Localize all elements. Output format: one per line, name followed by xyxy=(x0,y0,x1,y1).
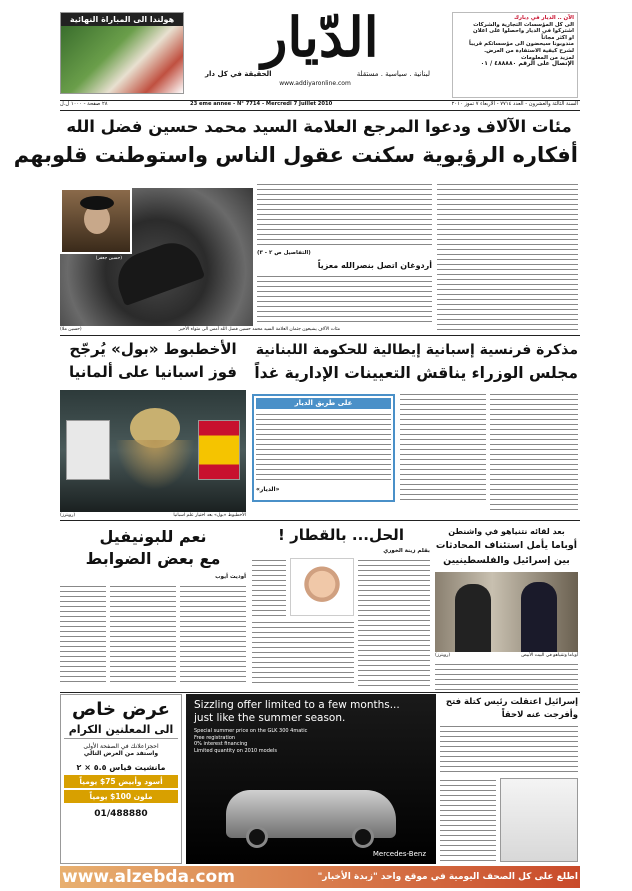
offer-price-2: ملون 100$ يومياً xyxy=(64,790,178,803)
israel-headline-1: إسرائيل اعتقلت رئيس كتلة فتح xyxy=(445,697,578,707)
ad-line: لشرح كيفية الاستفادة من العرض. xyxy=(484,47,574,54)
worldcup-title: هولندا الى المباراة النهائية xyxy=(61,13,183,26)
sidebar-title: أردوغان اتصل بنصرالله معزياً xyxy=(317,261,432,270)
section-rule xyxy=(60,335,580,336)
masthead-slogan: الحقيقة في كل دار xyxy=(205,70,272,78)
octopus-arms xyxy=(115,440,195,490)
editorial-body xyxy=(256,412,391,484)
bibi-headline-1: بعد لقائه نتنياهو في واشنطن xyxy=(448,527,565,536)
wheel-left xyxy=(246,826,268,848)
labor-headline-1: نعم للبونيفيل xyxy=(99,527,207,546)
offer-phone: 01/488880 xyxy=(94,809,148,819)
octopus-headline-2: فوز اسبانيا على ألمانيا xyxy=(69,363,237,381)
footer-domain[interactable]: www.alzebda.com xyxy=(62,867,235,887)
bibi-headline-2: أوباما يأمل استئناف المحادثات xyxy=(435,540,578,551)
footer-text: اطلع على كل الصحف اليومية في موقع واحد "زبدة الأخبار" xyxy=(317,872,578,882)
portrait-turban xyxy=(80,196,114,210)
story-two-body-1 xyxy=(490,392,578,510)
israel-body-2 xyxy=(440,778,496,862)
qatar-body-left xyxy=(252,620,354,686)
logo: الدّيار xyxy=(261,5,379,69)
bibi-headline-3: بين إسرائيل والفلسطينيين xyxy=(443,555,570,566)
inset-caption: (حسين جعفر) xyxy=(95,256,122,261)
qatar-photo xyxy=(290,558,354,616)
labor-byline: أوديت أيوب xyxy=(215,574,246,580)
editorial-title: على طريق الديار xyxy=(256,398,391,409)
main-continued: (التفاصيل ص ٢ - ٣) xyxy=(257,250,311,256)
ad-box xyxy=(452,12,578,98)
bibi-credit: (رويترز) xyxy=(435,653,451,658)
promo-box xyxy=(500,778,578,862)
bibi-photo xyxy=(435,572,578,652)
qatar-body-top xyxy=(252,558,286,616)
editorial-box xyxy=(252,394,395,502)
qatar-body-right xyxy=(358,558,430,686)
row-rule xyxy=(60,520,580,521)
ad-line: مندوبونا سيحضون الى مؤسساتكم قريباً xyxy=(468,41,574,48)
ad-phone: الإتصال على الرقم ٤٨٨٨٨٠ / ٠١ xyxy=(480,60,574,68)
mercedes-bullet: Limited quantity on 2010 models xyxy=(194,747,277,754)
ad-line: اشتركوا في الديار واحصلوا على اعلان xyxy=(473,28,574,35)
main-body-right xyxy=(437,182,578,330)
israel-headline-2: وأفرجت عنه لاحقاً xyxy=(501,710,578,720)
bibi-caption: أوباما ونتنياهو في البيت الأبيض xyxy=(521,653,578,658)
story-two-headline: مجلس الوزراء يناقش التعيينات الإدارية غداً xyxy=(254,364,578,382)
pages-price: ٢٨ صفحة - ١٠٠٠ ل.ل xyxy=(60,101,108,107)
labor-body-left xyxy=(110,584,176,684)
offer-box xyxy=(60,694,182,864)
bibi-body xyxy=(435,662,578,690)
mercedes-bullet: Special summer price on the GLK 300 4matic xyxy=(194,728,308,734)
photo-credit: (حسين ملا) xyxy=(60,327,82,332)
octopus-photo xyxy=(60,390,246,512)
qatar-headline: الحل... بالقطار ! xyxy=(278,526,404,544)
photo-caption: مئات الآلاف يشيعون جثمان العلامة السيد محمد حسين فضل الله أمس الى مثواه الأخير xyxy=(178,327,340,332)
offer-price-1: أسود وأبيض 75$ يومياً xyxy=(64,775,178,788)
offer-subtitle: الى المعلنين الكرام xyxy=(64,722,178,739)
story-two-body-2 xyxy=(400,392,486,500)
worldcup-photo xyxy=(61,26,183,93)
mercedes-bullet: Free registration xyxy=(194,734,236,741)
masthead-subtitle: لبنانية . سياسية . مستقلة xyxy=(356,70,430,78)
editorial-sign: «الديار» xyxy=(256,486,280,493)
offer-title: عرض خاص xyxy=(72,699,170,720)
offer-text-1: احجزاعلانك في الصفحة الأولى xyxy=(83,743,159,750)
labor-headline-2: مع بعض الضوابط xyxy=(85,549,221,568)
sidebar-body xyxy=(257,274,432,322)
ad-line: لمزيد من المعلومات xyxy=(521,54,574,61)
ad-line: او اكثر مجاناً xyxy=(541,34,574,41)
mercedes-bullet: 0% interest financing xyxy=(194,741,248,747)
mercedes-headline: Sizzling offer limited to a few months... xyxy=(194,699,400,711)
labor-body-right xyxy=(180,584,246,684)
labor-body-far xyxy=(60,584,106,684)
worldcup-box xyxy=(60,12,184,94)
date-ar: السنة الثالثة والعشرون - العدد ٧٧١٤ - الأربعاء ٧ تموز ٢٠١٠ xyxy=(451,101,578,107)
mercedes-brand: Mercedes-Benz xyxy=(372,850,426,858)
date-fr: 23 eme annee - N° 7714 - Mercredi 7 Juillet 2010 xyxy=(190,101,333,107)
offer-size: مانشيت قياس ٥.٥ × ٢ xyxy=(76,763,166,772)
person-right xyxy=(521,582,557,652)
bottom-rule xyxy=(60,692,580,693)
octopus-credit: (رويترز) xyxy=(60,513,76,518)
main-headline: أفكاره الرؤيوية سكنت عقول الناس واستوطنت قلوبهم xyxy=(13,143,578,167)
mercedes-ad xyxy=(186,694,436,864)
octopus-headline-1: الأخطبوط «بول» يُرجّح xyxy=(69,340,237,358)
wheel-right xyxy=(352,826,374,848)
main-kicker: مئات الآلاف ودعوا المرجع العلامة السيد محمد حسين فضل الله xyxy=(66,117,572,136)
offer-text-2: واستفد من العرض التالي xyxy=(83,750,159,757)
mercedes-subline: just like the summer season. xyxy=(194,712,346,724)
cleric-inset-photo xyxy=(60,188,132,254)
octopus-caption: الأخطبوط «بول» بعد اختيار علم اسبانيا xyxy=(173,513,246,518)
main-body-middle xyxy=(257,182,432,247)
flag-box-left xyxy=(66,420,110,480)
israel-body xyxy=(440,724,578,774)
person-left xyxy=(455,584,491,652)
qatar-byline: بقلم زينة الخوري xyxy=(383,548,430,554)
ad-line: الى كل المؤسسات التجارية والشركات xyxy=(473,21,574,28)
masthead-rule-2 xyxy=(60,110,580,111)
website: www.addiyaronline.com xyxy=(279,80,351,87)
ad-box-title: الآن .. الديار في دبارك xyxy=(513,15,574,21)
flag-box-right xyxy=(198,420,240,480)
story-two-kicker: مذكرة فرنسية إسبانية إيطالية للحكومة اللبنانية xyxy=(255,342,578,358)
